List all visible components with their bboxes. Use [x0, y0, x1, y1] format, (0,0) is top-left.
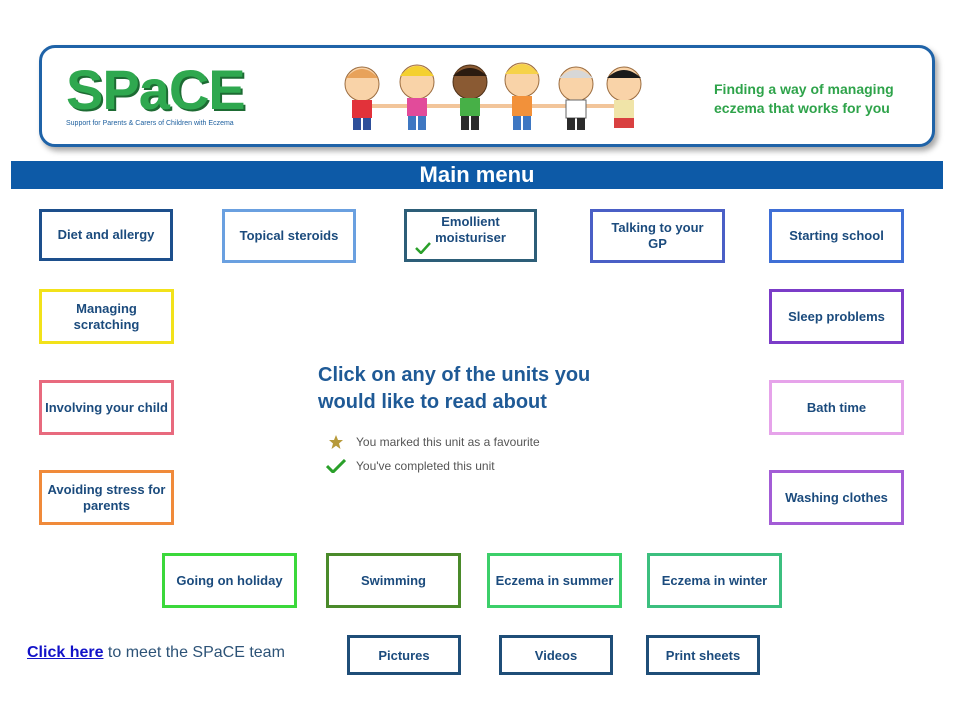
- unit-label: [48, 482, 166, 514]
- children-illustration: [332, 54, 652, 138]
- unit-eczema-in-summer[interactable]: [487, 553, 622, 608]
- unit-topical-steroids[interactable]: [222, 209, 356, 263]
- tagline-line-2: eczema that works for you: [714, 100, 890, 116]
- unit-label: Topical steroids: [239, 228, 339, 243]
- unit-label: Involving your child: [45, 399, 168, 415]
- legend-completed-text: You've completed this unit: [356, 459, 495, 473]
- unit-avoiding-stress[interactable]: [39, 470, 174, 525]
- unit-washing-clothes[interactable]: [769, 470, 904, 525]
- instructions-title-line-2: would like to read about: [318, 391, 547, 413]
- space-logo: [66, 58, 281, 127]
- unit-swimming[interactable]: [326, 553, 461, 608]
- unit-sleep-problems[interactable]: [769, 289, 904, 344]
- tagline: [714, 80, 914, 118]
- meet-team-text: [27, 644, 285, 662]
- print-sheets-label: Print sheets: [665, 647, 741, 663]
- instructions-title-line-1: Click on any of the units you: [318, 364, 591, 386]
- unit-going-on-holiday[interactable]: [162, 553, 297, 608]
- logo-subtitle: Support for Parents & Carers of Children with Eczema: [66, 120, 234, 127]
- unit-label-line-2: parents: [83, 497, 130, 513]
- unit-label: [611, 220, 703, 252]
- unit-label-line-2: moisturiser: [435, 229, 506, 245]
- legend-favourite: [318, 430, 648, 454]
- unit-label-line-1: Talking to your: [611, 220, 704, 235]
- header-banner: [39, 45, 935, 147]
- unit-diet-and-allergy[interactable]: [39, 209, 173, 261]
- unit-label: Swimming: [360, 572, 426, 588]
- unit-label-line-1: Emollient: [441, 213, 500, 229]
- unit-label: Washing clothes: [785, 489, 888, 505]
- completed-checkmark-icon: [415, 242, 431, 254]
- unit-bath-time[interactable]: [769, 380, 904, 435]
- unit-label-line-1: Managing: [76, 300, 137, 316]
- click-here-link[interactable]: Click here: [27, 644, 104, 661]
- videos-label: Videos: [534, 647, 578, 663]
- unit-talking-to-your-gp[interactable]: [590, 209, 725, 263]
- unit-label: Bath time: [806, 399, 867, 415]
- instructions-title: [318, 362, 648, 416]
- unit-label: Sleep problems: [788, 308, 885, 324]
- unit-label: Going on holiday: [176, 572, 283, 588]
- unit-label-line-1: Avoiding stress for: [47, 481, 166, 497]
- unit-emollient-moisturiser[interactable]: [404, 209, 537, 262]
- unit-starting-school[interactable]: [769, 209, 904, 263]
- logo-text: SPaCE: [66, 58, 245, 121]
- unit-label: [74, 301, 140, 333]
- unit-label-line-2: GP: [648, 236, 667, 251]
- main-menu-title: Main menu: [11, 161, 943, 189]
- videos-button[interactable]: [499, 635, 613, 675]
- checkmark-icon: [326, 457, 346, 475]
- legend: [318, 430, 648, 478]
- unit-label: [435, 214, 506, 246]
- unit-label: Starting school: [789, 228, 884, 243]
- unit-label: Diet and allergy: [57, 227, 155, 242]
- unit-managing-scratching[interactable]: [39, 289, 174, 344]
- pictures-label: Pictures: [378, 647, 430, 663]
- instructions-panel: [318, 362, 648, 478]
- legend-favourite-text: You marked this unit as a favourite: [356, 435, 540, 449]
- legend-completed: [318, 454, 648, 478]
- pictures-button[interactable]: [347, 635, 461, 675]
- unit-involving-your-child[interactable]: [39, 380, 174, 435]
- unit-label: Eczema in summer: [495, 572, 614, 588]
- tagline-line-1: Finding a way of managing: [714, 81, 894, 97]
- meet-team-suffix: to meet the SPaCE team: [103, 644, 285, 661]
- star-icon: [326, 433, 346, 451]
- unit-eczema-in-winter[interactable]: [647, 553, 782, 608]
- unit-label-line-2: scratching: [73, 316, 140, 332]
- print-sheets-button[interactable]: [646, 635, 760, 675]
- unit-label: Eczema in winter: [661, 572, 768, 588]
